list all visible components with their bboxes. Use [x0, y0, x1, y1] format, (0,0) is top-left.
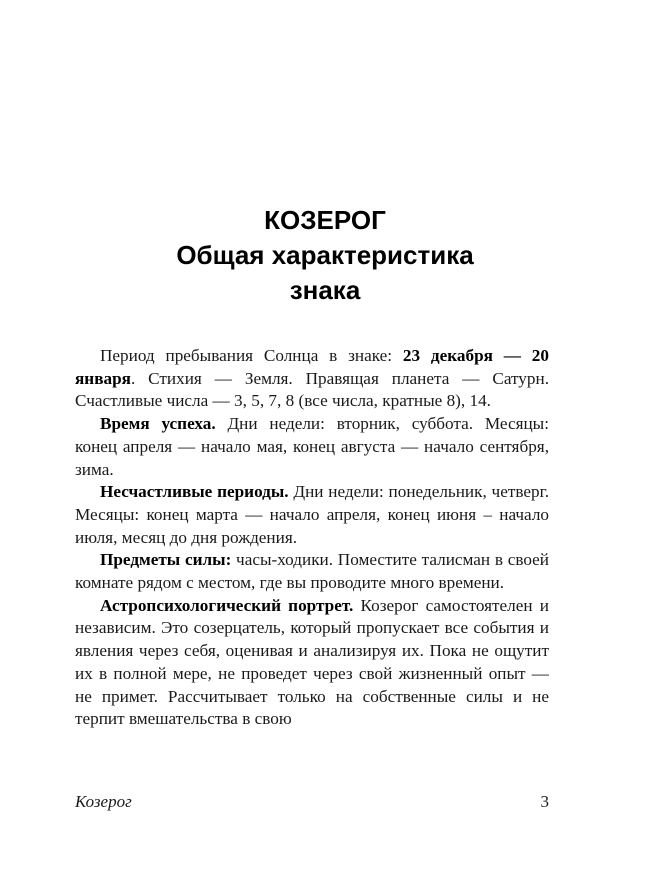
paragraph-lead: Время успеха. — [100, 414, 216, 434]
running-head: Козерог — [75, 792, 132, 811]
paragraph-lead: Предметы силы: — [100, 550, 232, 570]
body-text — [75, 345, 549, 731]
paragraph-period — [75, 345, 549, 413]
paragraph-success-time — [75, 413, 549, 481]
page-footer — [75, 791, 549, 813]
chapter-heading — [0, 203, 650, 308]
page-number: 3 — [540, 792, 549, 811]
heading-subtitle-line2: знака — [289, 275, 361, 305]
heading-subtitle-line1: Общая характеристика — [176, 240, 474, 270]
period-rest: . Стихия — Земля. Правящая планета — Сатурн. Счастливые числа — 3, 5, 7, 8 (все числа, кратные 8), 14. — [75, 368, 549, 411]
period-dates: 23 декабря — 20 января — [75, 346, 549, 388]
paragraph-lead: Астропсихологический портрет. — [100, 595, 354, 615]
period-text: Период пребывания Солнца в знаке: — [100, 346, 403, 365]
paragraph-lead: Несчастливые периоды. — [100, 482, 289, 502]
heading-sign-name: КОЗЕРОГ — [264, 205, 386, 235]
paragraph-body: Козерог самостоятелен и независим. Это созерцатель, который пропускает все события и явления через себя, оценивая и анализируя их. Пока не ощутит их в полной мере, не проведет через свой жизненный опыт — не примет. Рассчитывает только на собственные силы и не терпит вмешательства в свою — [75, 595, 549, 729]
paragraph-power-objects — [75, 549, 549, 594]
paragraph-body: Дни недели: вторник, суббота. Месяцы: конец апреля — начало мая, конец августа — начало сентября, зима. — [75, 414, 549, 479]
paragraph-unlucky-periods — [75, 481, 549, 549]
paragraph-body: Дни недели: понедельник, четверг. Месяцы: конец марта — начало апреля, конец июня – начало июля, месяц до дня рождения. — [75, 482, 549, 547]
paragraph-body: часы-ходики. Поместите талисман в своей комнате рядом с местом, где вы проводите много времени. — [75, 550, 549, 593]
paragraph-astro-portrait — [75, 595, 549, 731]
